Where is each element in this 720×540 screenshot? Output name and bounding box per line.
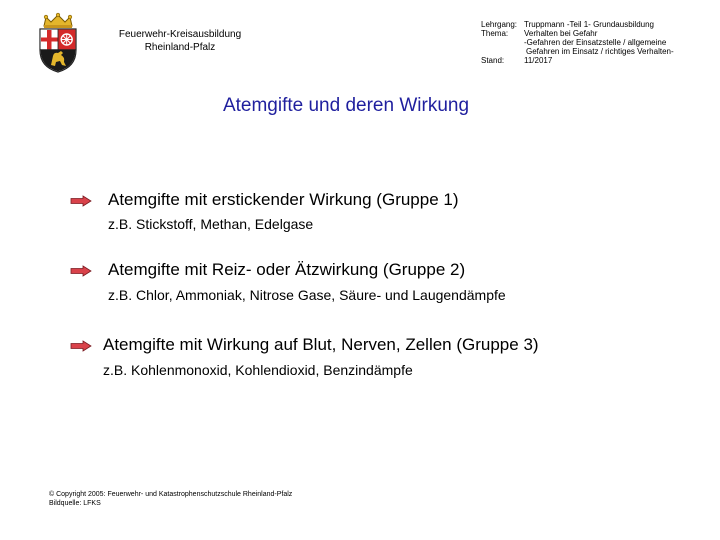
item-2-heading: Atemgifte mit Reiz- oder Ätzwirkung (Gruppe 2)	[108, 260, 466, 279]
right-arrow-icon	[70, 340, 92, 352]
organization-name	[90, 28, 270, 54]
image-source-text: Bildquelle: LFKS	[49, 500, 101, 507]
stand-value: 11/2017	[524, 56, 553, 65]
item-2-example: z.B. Chlor, Ammoniak, Nitrose Gase, Säure- und Laugendämpfe	[108, 287, 506, 303]
lehrgang-value: Truppmann -Teil 1- Grundausbildung	[524, 20, 654, 29]
item-3-example: z.B. Kohlenmonoxid, Kohlendioxid, Benzindämpfe	[103, 362, 413, 378]
right-arrow-icon	[70, 195, 92, 207]
lehrgang-label: Lehrgang:	[481, 20, 518, 29]
footer	[49, 490, 292, 508]
thema-label: Thema:	[481, 29, 509, 38]
course-info	[481, 20, 717, 65]
thema-line-3: Gefahren im Einsatz / richtiges Verhalten-	[526, 47, 674, 56]
right-arrow-icon	[70, 265, 92, 277]
item-3-heading: Atemgifte mit Wirkung auf Blut, Nerven, Zellen (Gruppe 3)	[103, 335, 539, 354]
organization-line-1: Feuerwehr-Kreisausbildung	[118, 29, 242, 40]
coat-of-arms-icon	[32, 12, 84, 74]
item-1-example: z.B. Stickstoff, Methan, Edelgase	[108, 216, 314, 232]
slide-title: Atemgifte und deren Wirkung	[222, 95, 470, 116]
item-1-heading: Atemgifte mit erstickender Wirkung (Gruppe 1)	[108, 190, 459, 209]
thema-line-2: -Gefahren der Einsatzstelle / allgemeine	[524, 38, 667, 47]
stand-label: Stand:	[481, 56, 505, 65]
organization-line-2: Rheinland-Pfalz	[144, 42, 216, 53]
copyright-text: © Copyright 2005: Feuerwehr- und Katastrophenschutzschule Rheinland-Pfalz	[49, 491, 293, 498]
thema-line-1: Verhalten bei Gefahr	[524, 29, 598, 38]
